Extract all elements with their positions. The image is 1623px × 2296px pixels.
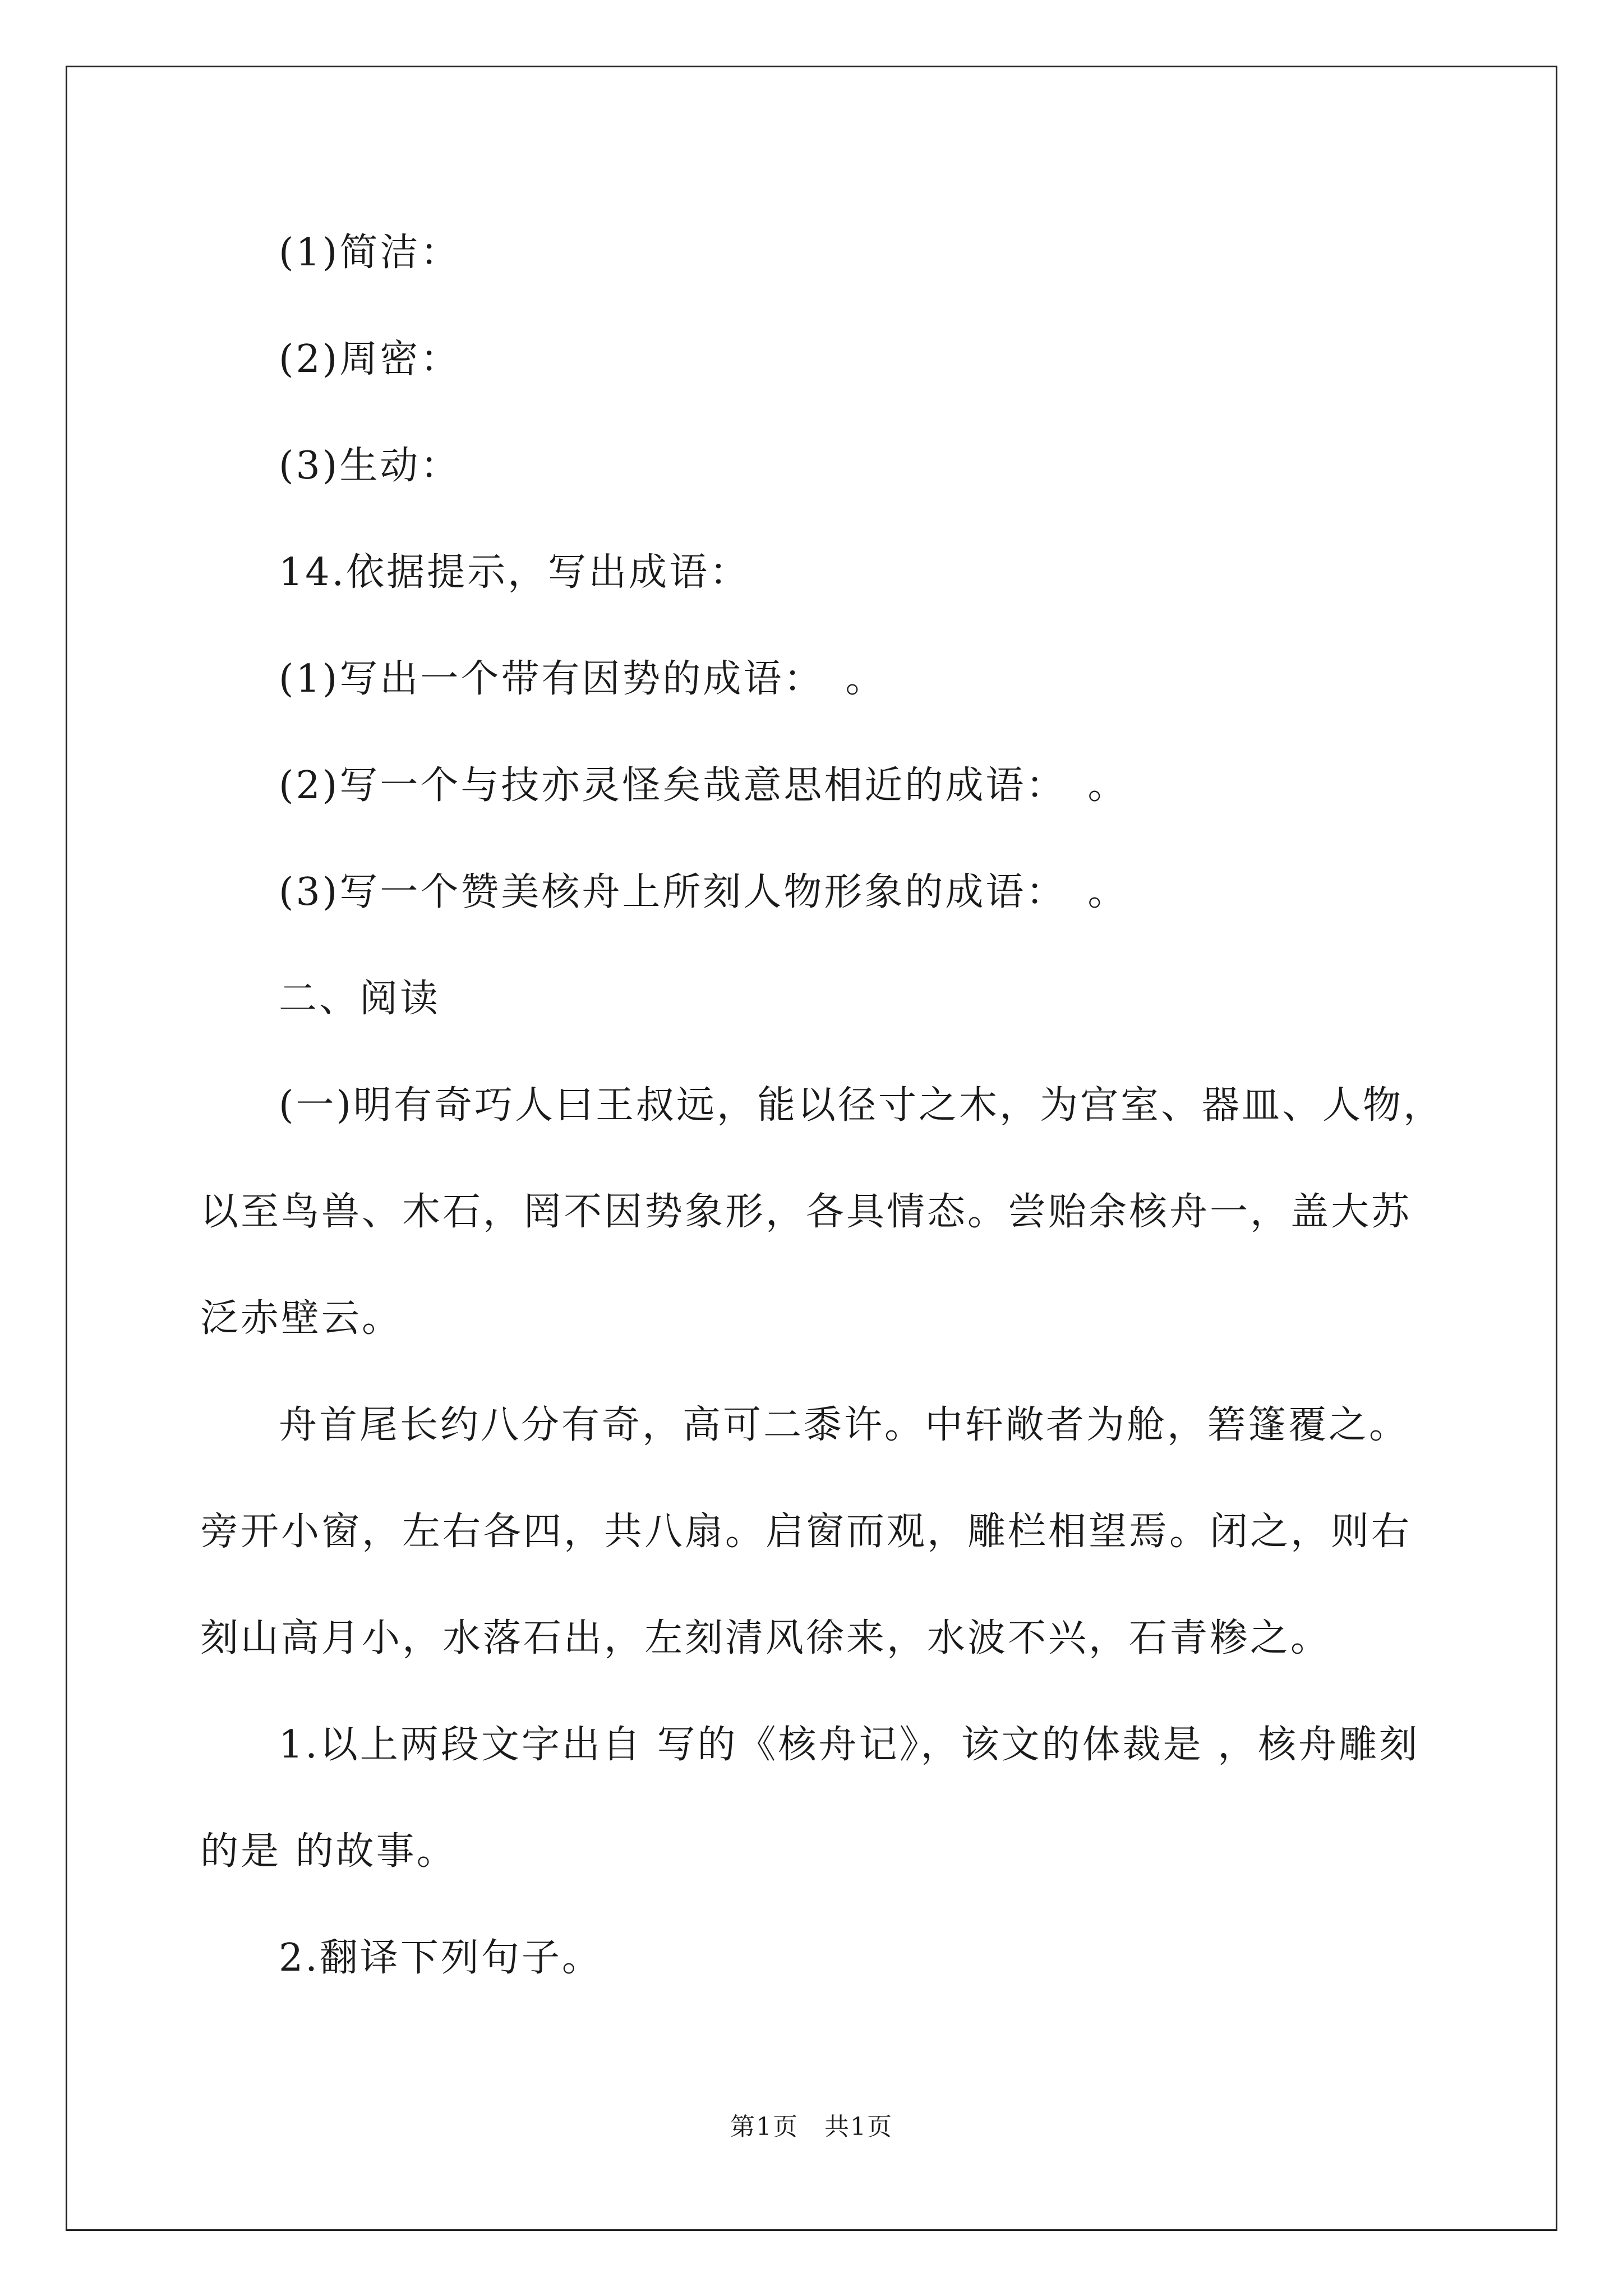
answer-line-vividness: (3)生动： [279,444,461,488]
passage-2-line-1: 舟首尾长约八分有奇，高可二黍许。中轩敞者为舱，箬篷覆之。 [279,1403,1410,1447]
question-14-part-2: (2)写一个与技亦灵怪矣哉意思相近的成语： 。 [279,763,1128,808]
page-footer: 第1页 共1页 [730,2113,893,2141]
page-border [66,66,1557,2231]
answer-line-conciseness: (1)简洁： [279,231,461,275]
passage-1-line-1: (一)明有奇巧人曰王叔远，能以径寸之木，为宫室、器皿、人物， [279,1083,1444,1128]
passage-1-line-3: 泛赤壁云。 [200,1296,403,1341]
question-14: 14.依据提示，写出成语： [279,550,750,595]
answer-line-thoroughness: (2)周密： [279,337,461,381]
question-14-part-3: (3)写一个赞美核舟上所刻人物形象的成语： 。 [279,870,1128,914]
question-1-line-2: 的是 的故事。 [200,1829,457,1874]
passage-1-line-2: 以至鸟兽、木石，罔不因势象形，各具情态。尝贻余核舟一，盖大苏 [200,1190,1412,1234]
passage-2-line-3: 刻山高月小，水落石出，左刻清风徐来，水波不兴，石青糁之。 [200,1616,1331,1660]
question-14-part-1: (1)写出一个带有因势的成语： 。 [279,657,886,701]
question-2: 2.翻译下列句子。 [279,1936,602,1980]
question-1-line-1: 1.以上两段文字出自 写的《核舟记》，该文的体裁是 ，核舟雕刻 [279,1723,1420,1767]
section-heading-reading: 二、阅读 [279,977,441,1021]
passage-2-line-2: 旁开小窗，左右各四，共八扇。启窗而观，雕栏相望焉。闭之，则右 [200,1510,1412,1554]
